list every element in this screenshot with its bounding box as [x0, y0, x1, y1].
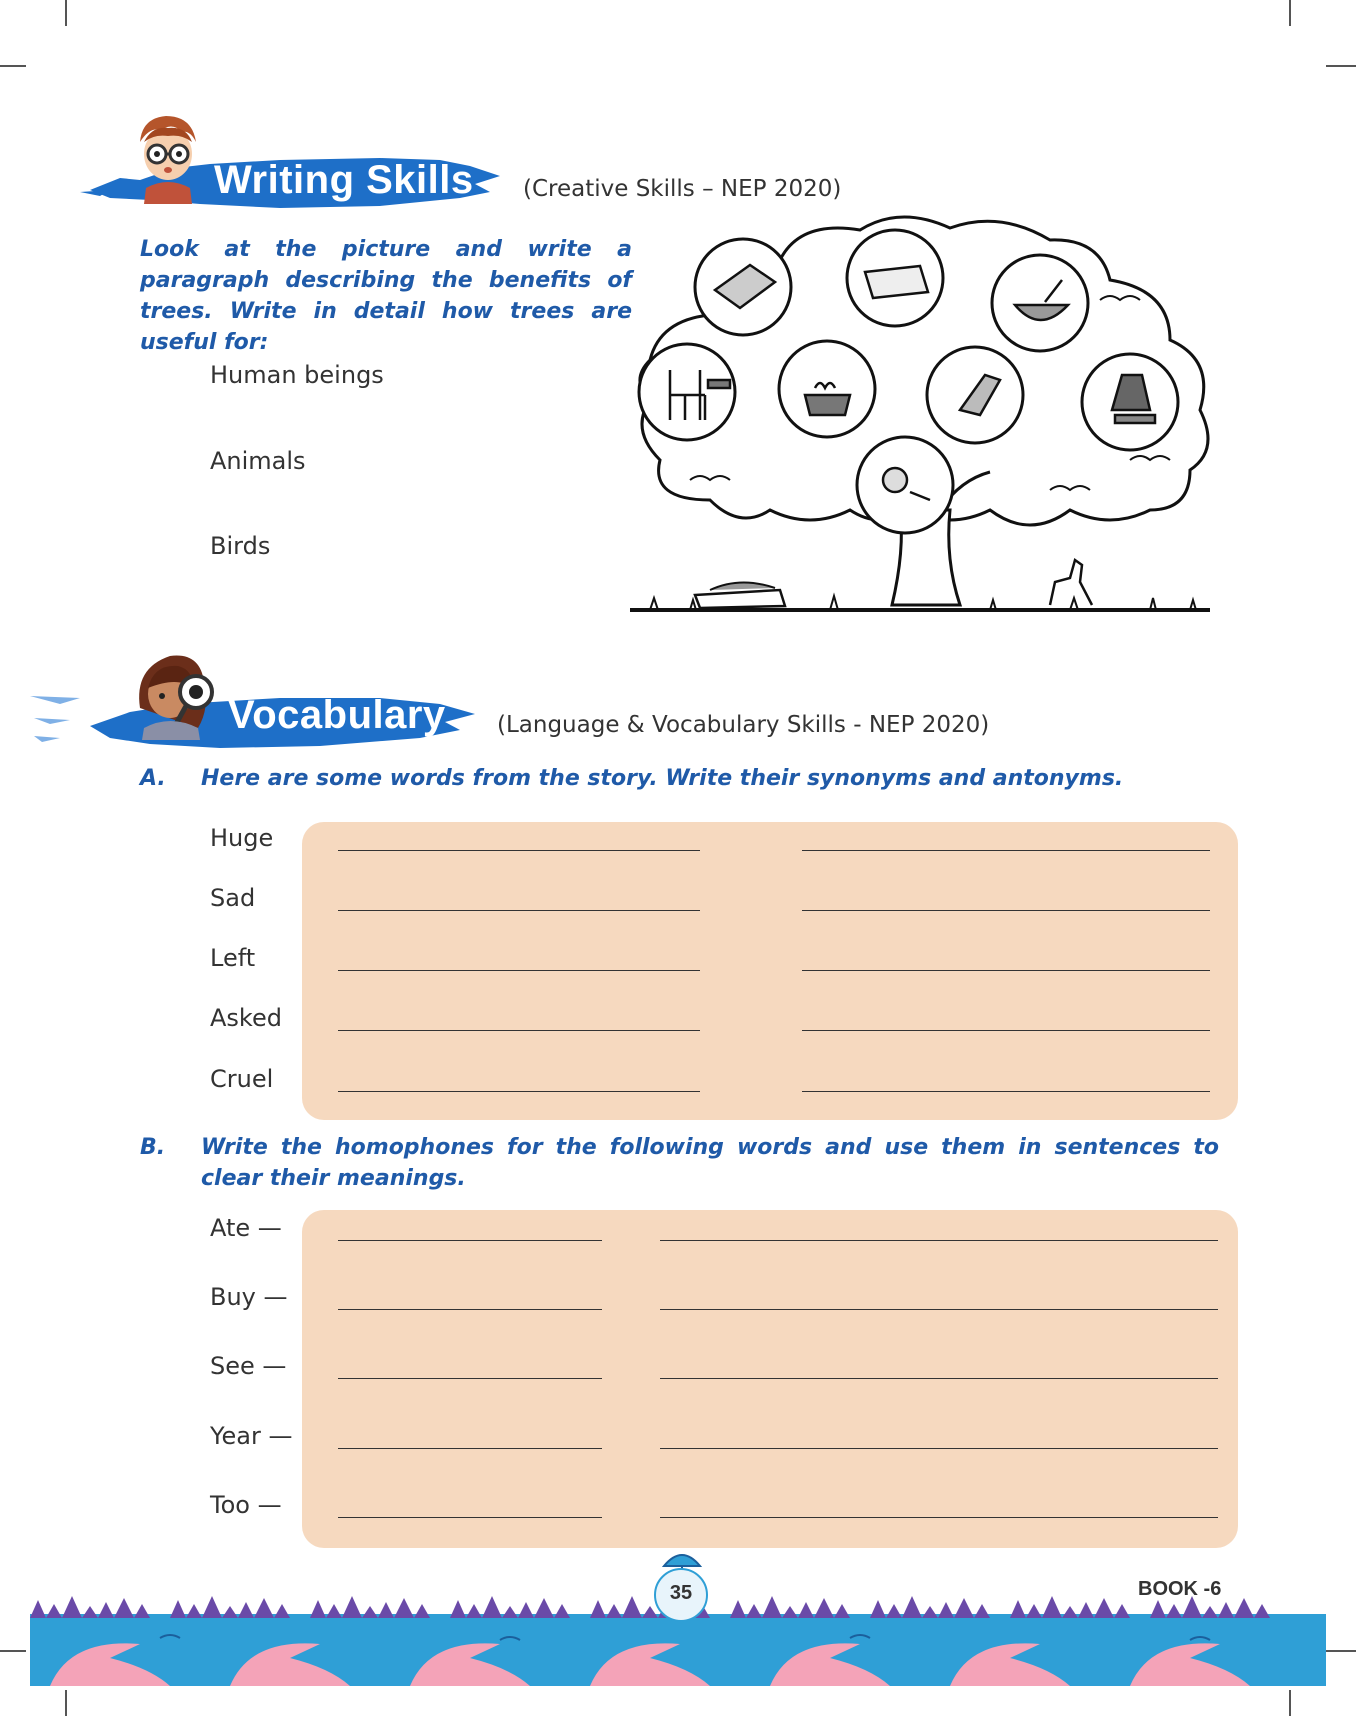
- question-b-letter: B.: [140, 1135, 166, 1160]
- crop-mark: [0, 1650, 26, 1652]
- homophone-answer-line[interactable]: [338, 1448, 602, 1449]
- word-ate: Ate —: [210, 1214, 282, 1242]
- antonym-answer-line[interactable]: [802, 970, 1210, 971]
- sentence-answer-line[interactable]: [660, 1309, 1218, 1310]
- vocabulary-section-subtitle: (Language & Vocabulary Skills - NEP 2020): [497, 712, 990, 738]
- word-too: Too —: [210, 1491, 282, 1519]
- synonym-antonym-panel: [302, 822, 1238, 1120]
- antonym-answer-line[interactable]: [802, 1030, 1210, 1031]
- crop-mark: [1326, 1650, 1356, 1652]
- tree-benefits-illustration: [630, 210, 1220, 620]
- synonym-answer-line[interactable]: [338, 970, 700, 971]
- word-see: See —: [210, 1352, 287, 1380]
- writing-item-human-beings: Human beings: [210, 361, 384, 389]
- word-year: Year —: [210, 1422, 293, 1450]
- sentence-answer-line[interactable]: [660, 1240, 1218, 1241]
- word-asked: Asked: [210, 1004, 282, 1032]
- synonym-answer-line[interactable]: [338, 910, 700, 911]
- crop-mark: [1326, 65, 1356, 67]
- book-label: BOOK -6: [1138, 1578, 1222, 1600]
- crop-mark: [65, 1690, 67, 1716]
- homophone-answer-line[interactable]: [338, 1378, 602, 1379]
- page-number: 35: [669, 1582, 693, 1604]
- writing-section-subtitle: (Creative Skills – NEP 2020): [523, 176, 842, 202]
- synonym-answer-line[interactable]: [338, 850, 700, 851]
- question-a-letter: A.: [140, 766, 166, 791]
- synonym-answer-line[interactable]: [338, 1030, 700, 1031]
- sentence-answer-line[interactable]: [660, 1517, 1218, 1518]
- homophone-answer-line[interactable]: [338, 1240, 602, 1241]
- word-sad: Sad: [210, 884, 256, 912]
- word-buy: Buy —: [210, 1283, 288, 1311]
- question-a-instruction: Here are some words from the story. Write their synonyms and antonyms.: [201, 766, 1124, 791]
- crop-mark: [65, 0, 67, 26]
- sentence-answer-line[interactable]: [660, 1378, 1218, 1379]
- homophone-answer-line[interactable]: [338, 1309, 602, 1310]
- boy-with-glasses-icon: [132, 112, 204, 204]
- sentence-answer-line[interactable]: [660, 1448, 1218, 1449]
- word-cruel: Cruel: [210, 1065, 274, 1093]
- writing-instruction: Look at the picture and write a paragraph describing the benefits of trees. Write in detail how trees are useful for:: [140, 237, 632, 355]
- synonym-answer-line[interactable]: [338, 1091, 700, 1092]
- word-left: Left: [210, 944, 256, 972]
- writing-item-birds: Birds: [210, 532, 271, 560]
- girl-with-magnifier-icon: [134, 648, 224, 740]
- homophone-panel: [302, 1210, 1238, 1548]
- word-huge: Huge: [210, 824, 274, 852]
- writing-section-title: Writing Skills: [214, 158, 474, 202]
- crop-mark: [1289, 1690, 1291, 1716]
- question-b-instruction: Write the homophones for the following words and use them in sentences to clear their meanings.: [201, 1135, 1219, 1191]
- antonym-answer-line[interactable]: [802, 1091, 1210, 1092]
- vocabulary-section-title: Vocabulary: [228, 693, 446, 737]
- homophone-answer-line[interactable]: [338, 1517, 602, 1518]
- antonym-answer-line[interactable]: [802, 910, 1210, 911]
- writing-item-animals: Animals: [210, 447, 306, 475]
- antonym-answer-line[interactable]: [802, 850, 1210, 851]
- crop-mark: [0, 65, 26, 67]
- crop-mark: [1289, 0, 1291, 26]
